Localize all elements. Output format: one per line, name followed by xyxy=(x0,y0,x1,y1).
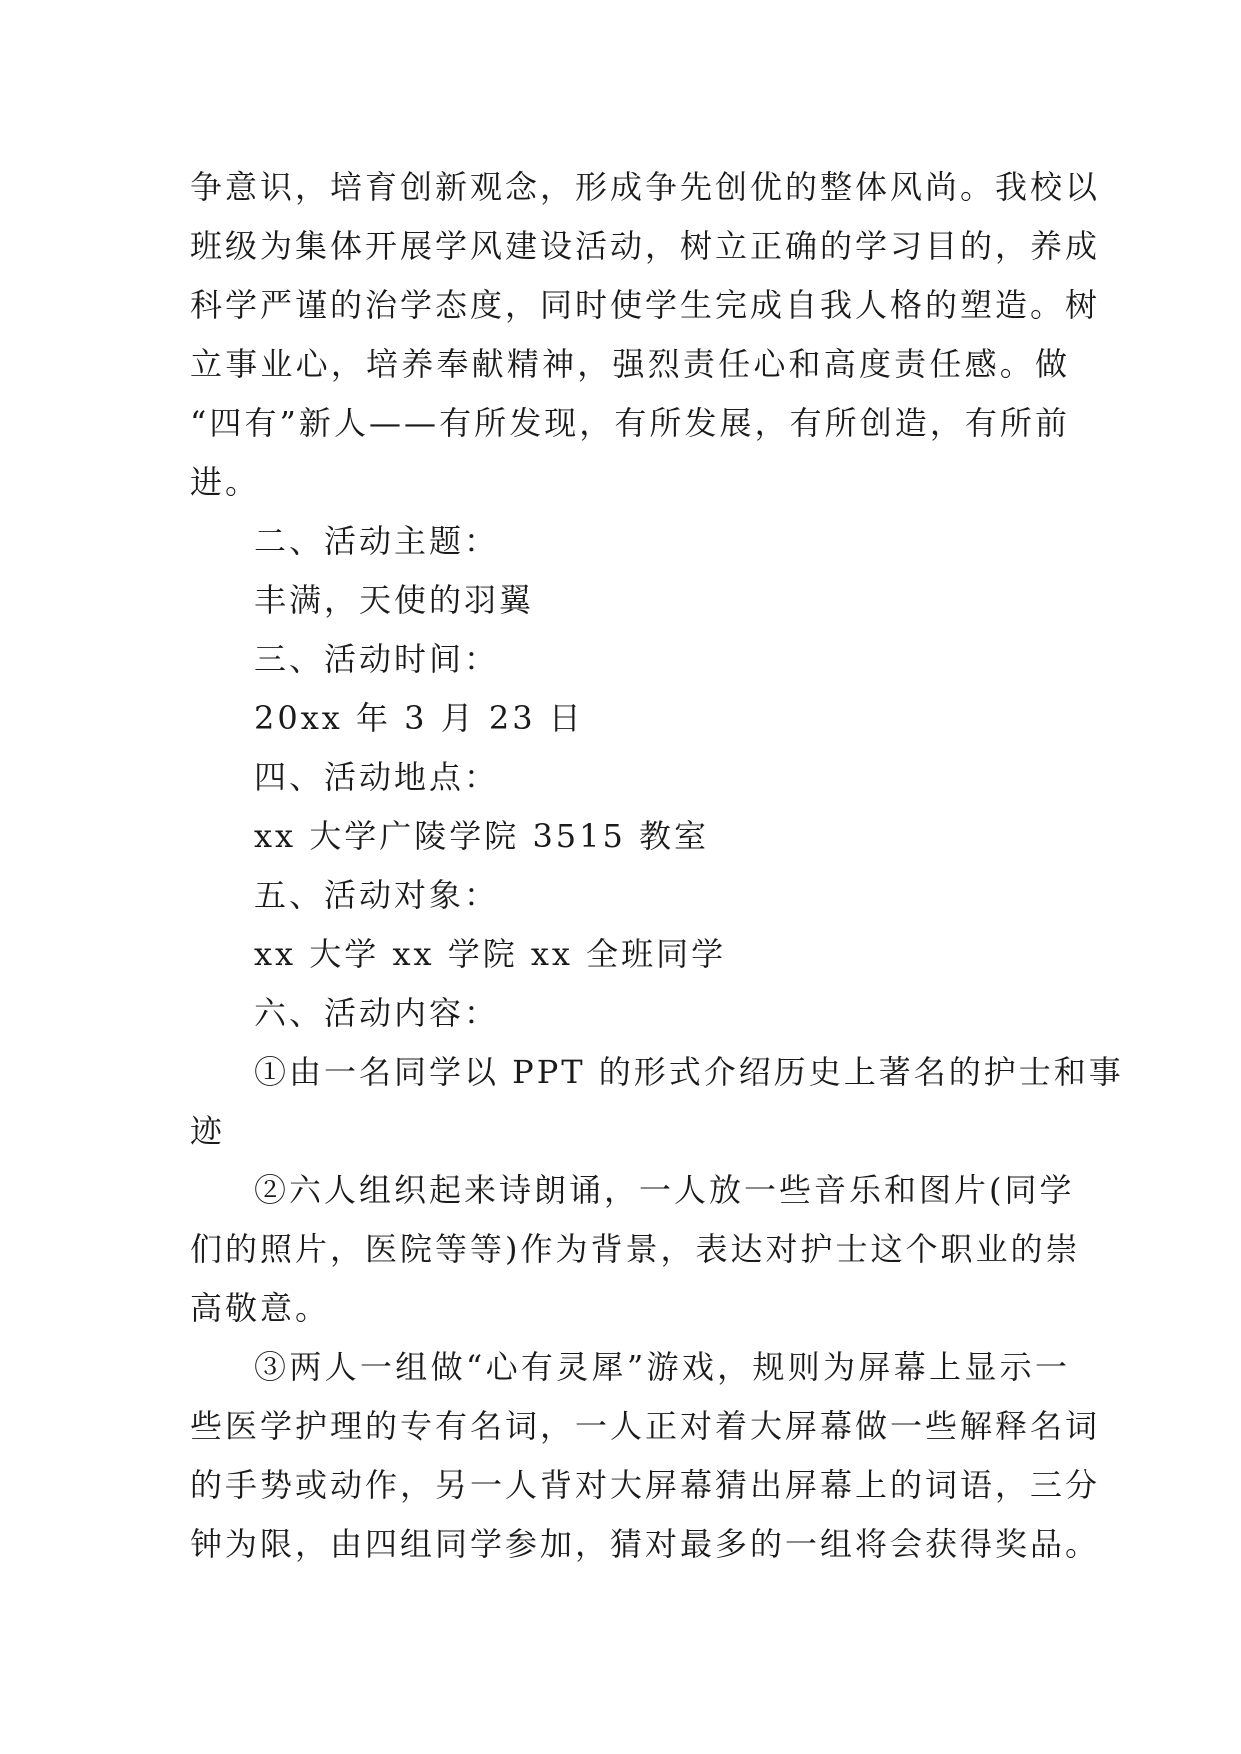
text-line: 六、活动内容： xyxy=(254,994,500,1032)
text-line: 四、活动地点： xyxy=(254,758,500,796)
text-line: “四有”新人——有所发现，有所发展，有所创造，有所前 xyxy=(190,404,1070,442)
text-line: 争意识，培育创新观念，形成争先创优的整体风尚。我校以 xyxy=(190,168,1101,206)
text-line: 些医学护理的专有名词，一人正对着大屏幕做一些解释名词 xyxy=(190,1407,1101,1445)
text-line: 的手势或动作，另一人背对大屏幕猜出屏幕上的词语，三分 xyxy=(190,1466,1101,1504)
text-line: 20xx 年 3 月 23 日 xyxy=(254,699,584,737)
text-line: 班级为集体开展学风建设活动，树立正确的学习目的，养成 xyxy=(190,227,1101,265)
text-line: 立事业心，培养奉献精神，强烈责任心和高度责任感。做 xyxy=(190,345,1070,383)
text-line: 三、活动时间： xyxy=(254,640,500,678)
text-line: 二、活动主题： xyxy=(254,522,500,560)
text-line: 们的照片，医院等等)作为背景，表达对护士这个职业的崇 xyxy=(190,1230,1081,1268)
text-line: 丰满，天使的羽翼 xyxy=(254,581,535,619)
document-body xyxy=(190,158,1124,1574)
text-line: xx 大学 xx 学院 xx 全班同学 xyxy=(254,935,727,973)
text-line: 进。 xyxy=(190,463,261,501)
text-line: ②六人组织起来诗朗诵，一人放一些音乐和图片(同学 xyxy=(254,1171,1075,1209)
text-line: 五、活动对象： xyxy=(254,876,500,914)
text-line: 高敬意。 xyxy=(190,1289,331,1327)
text-line: ①由一名同学以 PPT 的形式介绍历史上著名的护士和事 xyxy=(254,1053,1124,1091)
text-line: 科学严谨的治学态度，同时使学生完成自我人格的塑造。树 xyxy=(190,286,1101,324)
text-line: 钟为限，由四组同学参加，猜对最多的一组将会获得奖品。 xyxy=(190,1525,1101,1563)
text-line: ③两人一组做“心有灵犀”游戏，规则为屏幕上显示一 xyxy=(254,1348,1070,1386)
text-line: 迹 xyxy=(190,1112,226,1150)
text-line: xx 大学广陵学院 3515 教室 xyxy=(254,817,710,855)
